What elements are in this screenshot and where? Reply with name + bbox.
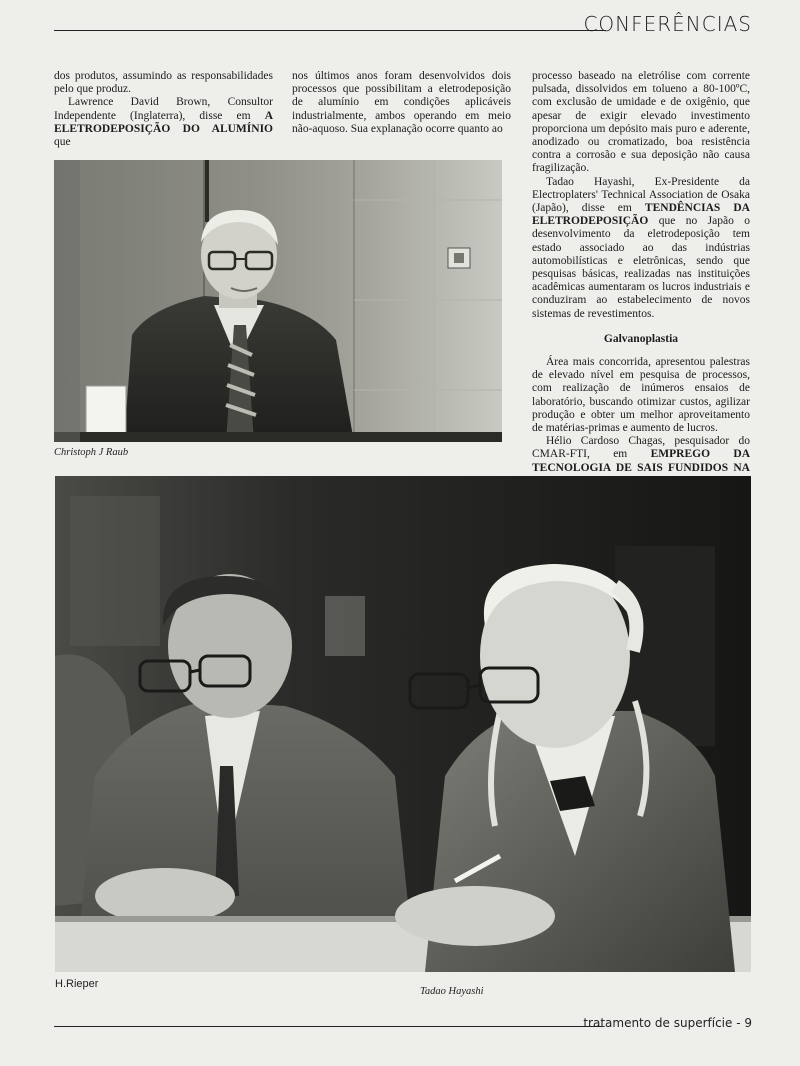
paragraph: dos produtos, assumindo as responsabilidades pelo que produz. [54, 70, 273, 96]
text-column-left [54, 70, 273, 149]
page-footer: tratamento de superfície - 9 [583, 1016, 752, 1030]
text-column-right [532, 70, 750, 488]
audience-photo-image [55, 476, 751, 972]
photo-caption: Christoph J Raub [54, 447, 129, 458]
section-title: CONFERÊNCIAS [583, 12, 752, 36]
speaker-photo-image [54, 160, 502, 442]
lecture-title: EMPREGO DA TECNOLOGIA DE SAIS FUNDIDOS NA [532, 448, 750, 474]
paragraph: processo baseado na eletrólise com corrente pulsada, dissolvidos em tolueno a 80-100ºC, com exclusão de umidade e de oxigênio, que apesar de exigir elevado investimento proporciona um depósito mais puro e aderente, anodizado ou cromatizado, boa resistência contra a corrosão e sua deposição não causa fragilização. [532, 70, 750, 175]
footer-rule [54, 1026, 602, 1027]
paragraph-text: que no Japão o desenvolvimento da eletrodeposição tem estado associado ao das indústrias automobilísticas e eletrônicas, sendo que pesquisas básicas, realizadas nas instituições acadêmicas aumentaram os lucros industriais e conduziram ao estabelecimento de novos sistemas de revestimentos. [532, 215, 750, 320]
lecture-title: TENDÊNCIAS DA ELETRODEPOSIÇÃO [532, 202, 750, 228]
paragraph [532, 176, 750, 321]
text-column-middle [292, 70, 511, 136]
paragraph [54, 96, 273, 149]
paragraph: Área mais concorrida, apresentou palestras de elevado nível em pesquisa de processos, com realização de inúmeros ensaios de laboratório, buscando otimizar custos, agilizar produção e obter um melhor aproveitamento de matérias-primas e aumento de lucros. [532, 356, 750, 435]
speaker-photo [54, 160, 502, 442]
photo-caption-left: H.Rieper [55, 978, 99, 990]
lecture-title: A ELETRODEPOSIÇÃO DO ALUMÍNIO [54, 109, 273, 135]
paragraph-text: Lawrence David Brown, Consultor Independente (Inglaterra), disse em [54, 96, 273, 122]
paragraph-text: que [54, 136, 71, 149]
paragraph-text: Tadao Hayashi, Ex-Presidente da Electroplaters' Technical Association de Osaka (Japão), disse em [532, 175, 750, 215]
photo-caption-right: Tadao Hayashi [420, 986, 484, 997]
paragraph-text: Hélio Cardoso Chagas, pesquisador do CMAR-FTI, em [532, 435, 750, 461]
audience-photo [55, 476, 751, 972]
paragraph: nos últimos anos foram desenvolvidos dois processos que possibilitam a eletrodeposição de alumínio em condições aplicáveis industrialmente, ambos operando em meio não-aquoso. Sua explanação ocorre quanto ao [292, 70, 511, 135]
subheading: Galvanoplastia [603, 332, 679, 345]
header-rule [54, 30, 606, 31]
